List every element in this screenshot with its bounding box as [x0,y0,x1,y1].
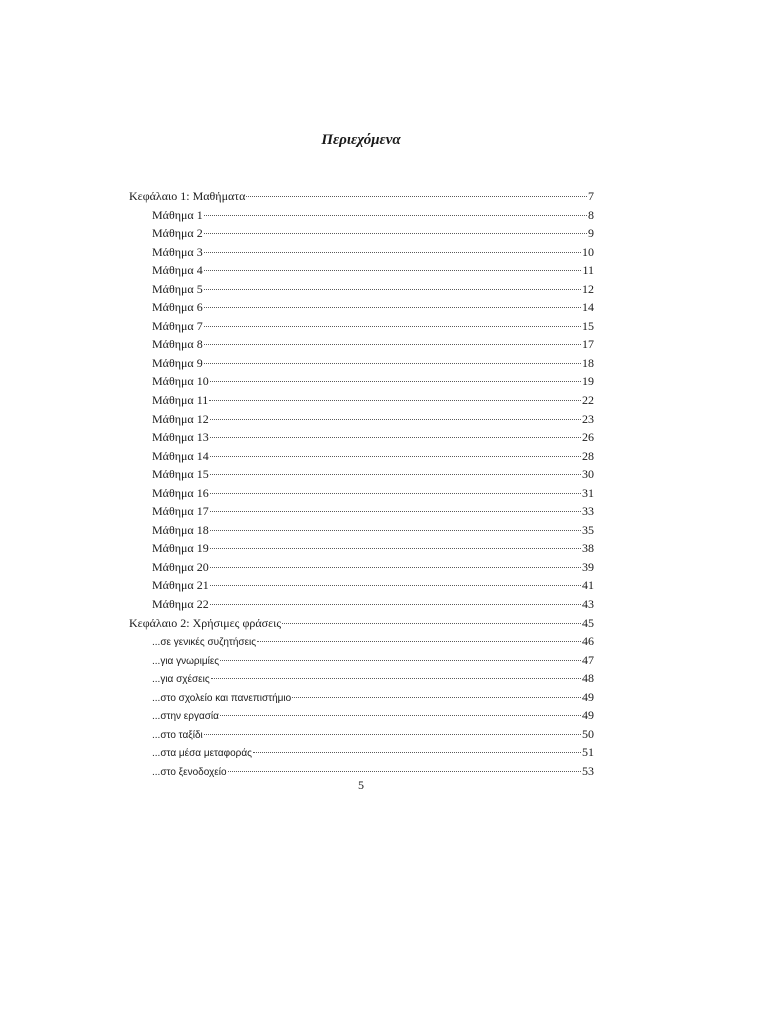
dot-leader [220,660,581,661]
toc-entry-label: Κεφάλαιο 1: Μαθήματα [129,189,246,203]
toc-entry-page: 33 [582,504,594,519]
toc-entry[interactable] [129,206,594,225]
toc-entry-page: 11 [582,263,594,278]
dot-leader [257,641,581,642]
toc-entry[interactable] [129,688,594,707]
dot-leader [204,289,581,290]
toc-entry[interactable] [129,354,594,373]
toc-entry-label: Μάθημα 13 [152,430,209,445]
toc-entry[interactable] [129,706,594,725]
toc-entry[interactable] [129,558,594,577]
toc-entry-page: 53 [582,763,594,778]
toc-entry-page: 47 [582,652,594,667]
dot-leader [210,530,581,531]
toc-entry-label: ...στο ξενοδοχείο [152,766,227,778]
toc-entry-label: ...για σχέσεις [152,674,210,686]
toc-entry-label: Μάθημα 5 [152,281,203,296]
toc-entry[interactable] [129,224,594,243]
dot-leader [204,252,581,253]
toc-entry-label: Μάθημα 1 [152,207,203,222]
dot-leader [204,307,581,308]
toc-entry-label: Μάθημα 16 [152,485,209,500]
toc-entry-label: ...στο ταξίδι [152,729,203,741]
toc-entry[interactable] [129,410,594,429]
dot-leader [210,493,581,494]
toc-entry-label: Μάθημα 10 [152,374,209,389]
toc-entry-page: 18 [582,355,594,370]
toc-entry-label: ...για γνωριμίες [152,655,220,667]
toc-entry[interactable] [129,335,594,354]
toc-entry-label: Μάθημα 3 [152,244,203,259]
page-number: 5 [358,778,364,792]
toc-entry[interactable] [129,651,594,670]
toc-entry-page: 14 [582,300,594,315]
toc-entry-page: 12 [582,281,594,296]
dot-leader [210,381,581,382]
toc-entry-label: Μάθημα 18 [152,522,209,537]
toc-entry-page: 15 [582,318,594,333]
toc-entry[interactable] [129,725,594,744]
toc-entry[interactable] [129,669,594,688]
toc-entry-page: 23 [582,411,594,426]
dot-leader [204,215,587,216]
dot-leader [204,734,581,735]
toc-entry-label: Μάθημα 15 [152,467,209,482]
toc-entry[interactable] [129,280,594,299]
dot-leader [210,474,581,475]
dot-leader [209,400,581,401]
toc-entry[interactable] [129,317,594,336]
toc-entry[interactable] [129,298,594,317]
toc-entry-page: 28 [582,448,594,463]
toc-entry-page: 38 [582,541,594,556]
toc-entry-page: 41 [582,578,594,593]
toc-entry-label: Μάθημα 22 [152,597,209,612]
toc-entry[interactable] [129,243,594,262]
toc-entry-page: 30 [582,467,594,482]
dot-leader [204,270,582,271]
toc-entry[interactable] [129,743,594,762]
toc-entry-label: Κεφάλαιο 2: Χρήσιμες φράσεις [129,615,282,630]
table-of-contents [129,187,594,781]
toc-entry-label: Μάθημα 19 [152,541,209,556]
toc-entry-page: 35 [582,522,594,537]
dot-leader [204,233,587,234]
toc-entry[interactable] [129,595,594,614]
toc-entry-page: 43 [582,597,594,612]
toc-entry-label: ...στην εργασία [152,711,219,723]
toc-entry-label: Μάθημα 2 [152,226,203,241]
toc-entry[interactable] [129,521,594,540]
toc-entry-page: 50 [582,726,594,741]
toc-entry-label: Μάθημα 14 [152,448,209,463]
toc-entry-page: 49 [582,708,594,723]
toc-entry[interactable] [129,428,594,447]
toc-entry-page: 10 [582,244,594,259]
toc-entry-page: 39 [582,559,594,574]
toc-chapter-entry[interactable] [129,614,594,633]
toc-entry-page: 8 [588,207,594,222]
toc-entry-page: 7 [588,189,594,203]
toc-entry-label: Μάθημα 7 [152,318,203,333]
toc-entry-page: 31 [582,485,594,500]
toc-entry-page: 9 [588,226,594,241]
dot-leader [204,344,581,345]
toc-entry[interactable] [129,465,594,484]
toc-entry-page: 46 [582,634,594,649]
dot-leader [282,623,581,624]
dot-leader [210,548,581,549]
dot-leader [204,326,581,327]
toc-entry[interactable] [129,447,594,466]
toc-entry[interactable] [129,484,594,503]
toc-entry-label: Μάθημα 8 [152,337,203,352]
toc-entry-page: 48 [582,671,594,686]
toc-entry-page: 51 [582,745,594,760]
dot-leader [220,715,581,716]
dot-leader [211,678,581,679]
toc-entry-page: 19 [582,374,594,389]
toc-entry-label: Μάθημα 6 [152,300,203,315]
toc-chapter-entry[interactable] [129,187,594,206]
toc-entry[interactable] [129,576,594,595]
dot-leader [292,697,581,698]
toc-entry[interactable] [129,391,594,410]
toc-entry-page: 17 [582,337,594,352]
toc-entry-label: Μάθημα 4 [152,263,203,278]
dot-leader [210,437,581,438]
dot-leader [210,604,581,605]
toc-entry-label: Μάθημα 12 [152,411,209,426]
dot-leader [253,752,581,753]
toc-entry-label: ...στα μέσα μεταφοράς [152,748,252,760]
dot-leader [210,567,581,568]
toc-entry-label: Μάθημα 11 [152,393,209,408]
dot-leader [204,363,581,364]
dot-leader [228,771,581,772]
dot-leader [210,511,581,512]
dot-leader [210,585,581,586]
dot-leader [210,419,581,420]
toc-entry-label: Μάθημα 17 [152,504,209,519]
toc-entry-label: Μάθημα 21 [152,578,209,593]
toc-entry-page: 26 [582,430,594,445]
toc-entry-label: Μάθημα 20 [152,559,209,574]
toc-entry-page: 45 [582,615,594,630]
toc-entry-label: ...στο σχολείο και πανεπιστήμιο [152,692,292,704]
page-title: Περιεχόμενα [321,132,401,148]
toc-entry-label: Μάθημα 9 [152,355,203,370]
toc-entry[interactable] [129,372,594,391]
toc-entry-label: ...σε γενικές συζητήσεις [152,637,257,649]
dot-leader [210,456,581,457]
toc-entry-page: 49 [582,689,594,704]
toc-entry-page: 22 [582,393,594,408]
toc-entry[interactable] [129,261,594,280]
toc-entry[interactable] [129,502,594,521]
dot-leader [246,196,587,197]
toc-entry[interactable] [129,632,594,651]
toc-entry[interactable] [129,539,594,558]
